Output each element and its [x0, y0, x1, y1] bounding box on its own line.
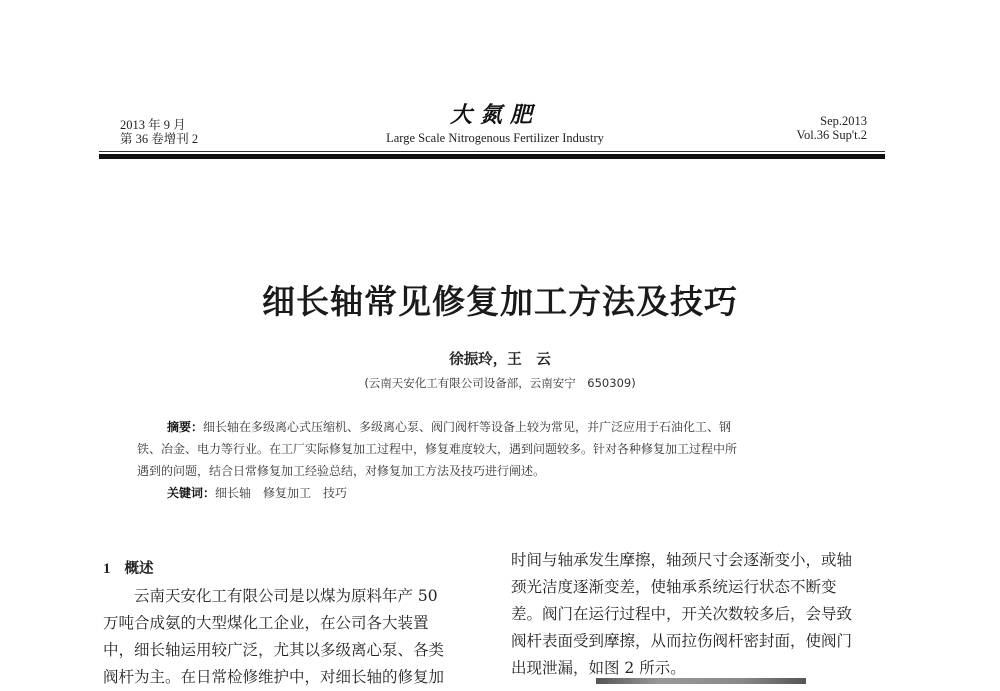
header-rule-thin [99, 151, 885, 152]
body-line: 时间与轴承发生摩擦，轴颈尺寸会逐渐变小，或轴 [511, 551, 853, 569]
article-affiliation: (云南天安化工有限公司设备部，云南安宁 650309) [364, 376, 636, 390]
body-line: 阀杆表面受到摩擦，从而拉伤阀杆密封面，使阀门 [511, 632, 853, 650]
section-number: 1 [103, 561, 111, 577]
section-heading [103, 556, 483, 583]
abstract-line: 摘要：细长轴在多级离心式压缩机、多级离心泵、阀门阀杆等设备上较为常见，并广泛应用于石油化工、钢 [167, 420, 732, 434]
body-column-left [103, 556, 483, 691]
journal-name-en: Large Scale Nitrogenous Fertilizer Industry [386, 131, 604, 145]
body-line: 颈光洁度逐渐变差，使轴承系统运行状态不断变 [511, 578, 837, 596]
body-line: 出现泄漏，如图 2 所示。 [511, 659, 686, 677]
header-rule-thick [99, 154, 885, 159]
abstract-block [137, 416, 867, 504]
body-line: 中，细长轴运用较广泛，尤其以多级离心泵、各类 [103, 641, 445, 659]
body-line: 差。阀门在运行过程中，开关次数较多后，会导致 [511, 605, 853, 623]
abstract-line: 遇到的问题，结合日常修复加工经验总结，对修复加工方法及技巧进行阐述。 [137, 464, 546, 478]
section-title: 概述 [124, 561, 154, 577]
issue-volume-en: Vol.36 Sup't.2 [796, 128, 867, 142]
article-title: 细长轴常见修复加工方法及技巧 [262, 282, 738, 321]
journal-masthead [360, 103, 630, 145]
body-line: 阀杆为主。在日常检修维护中，对细长轴的修复加 [103, 668, 445, 686]
keywords-label: 关键词： [167, 486, 216, 500]
figure-2-image-edge [596, 678, 806, 684]
issue-volume-cn: 第 36 卷增刊 2 [120, 132, 199, 146]
article-authors: 徐振玲，王 云 [449, 352, 551, 368]
body-line: 万吨合成氨的大型煤化工企业，在公司各大装置 [103, 614, 429, 632]
header-issue-en [760, 114, 867, 142]
abstract-line: 铁、冶金、电力等行业。在工厂实际修复加工过程中，修复难度较大，遇到问题较多。针对各种修复加工过程中所 [137, 442, 738, 456]
keywords-line [137, 482, 867, 504]
issue-date-cn: 2013 年 9 月 [120, 118, 186, 132]
header-issue-cn [120, 118, 198, 146]
issue-date-en: Sep.2013 [820, 114, 867, 128]
keywords: 细长轴 修复加工 技巧 [215, 486, 348, 500]
body-column-right [511, 547, 891, 682]
abstract-label: 摘要： [167, 420, 204, 434]
journal-logo: 大氮肥 [449, 102, 540, 128]
body-line: 云南天安化工有限公司是以煤为原料年产 50 [103, 587, 438, 605]
